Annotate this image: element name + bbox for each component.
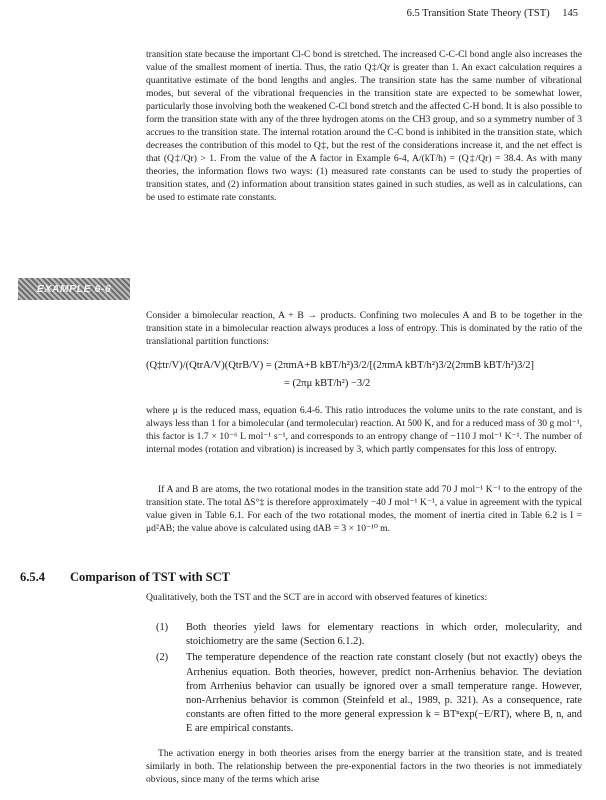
section-intro: Qualitatively, both the TST and the SCT are in accord with observed features of kinetics:	[146, 592, 488, 603]
list-item-text: The temperature dependence of the reaction rate constant closely (but not exactly) obeys the Arrhenius equation. Both theories, however, predict non-Arrhenius behavior. The deviation from Arrhenius behavior can usually be ignored over a small temperature range. However, non-Arrhenius behavior is common (Steinfeld et al., 1989, p. 321). As a consequence, rate constants are often fitted to the more general expression k = BTⁿexp(−E/RT), where B, n, and E are empirical constants.	[186, 652, 582, 735]
example-paragraph-1: where μ is the reduced mass, equation 6.4-6. This ratio introduces the volume units to the rate constant, and is always less than 1 for a bimolecular (and termolecular) reaction. At 500 K, and for a reduced mass of 30 g mol⁻¹, this factor is 1.7 × 10⁻⁶ L mol⁻¹ s⁻¹, and corresponds to an entropy change of −110 J mol⁻¹ K⁻¹. The number of internal modes (rotation and vibration) is increased by 3, which partly compensates for this loss of entropy.	[146, 405, 582, 455]
equation-line-1: (Q‡tr/V)/(QtrA/V)(QtrB/V) = (2πmA+B kBT/h²)3/2/[(2πmA kBT/h²)3/2(2πmB kBT/h²)3/2]	[146, 360, 535, 371]
page-number: 145	[562, 8, 578, 19]
list-item-text: Both theories yield laws for elementary reactions in which order, molecularity, and stoichiometry are the same (Section 6.1.2).	[186, 622, 582, 648]
equation-line-2: = (2πμ kBT/h²) −3/2	[284, 378, 371, 389]
section-title: Comparison of TST with SCT	[70, 570, 230, 584]
closing-paragraph: The activation energy in both theories arises from the energy barrier at the transition state, and is treated similarly in both. The relationship between the pre-exponential factors in the two theories is not immediately obvious, since many of the terms which arise	[146, 748, 582, 785]
list-item-number: (2)	[156, 652, 169, 664]
list-item	[146, 651, 582, 736]
comparison-list	[146, 621, 582, 739]
section-number: 6.5.4	[20, 570, 45, 584]
example-paragraph-2: If A and B are atoms, the two rotational modes in the transition state add 70 J mol⁻¹ K⁻¹ to the entropy of the transition state. The total ΔS°‡ is therefore approximately −40 J mol⁻¹ K⁻¹, a value in agreement with the typical value given in Table 6.1. For each of the two rotational modes, the moment of inertia cited in Table 6.2 is I = μd²AB; the value above is calculated using dAB = 3 × 10⁻¹⁰ m.	[146, 484, 582, 534]
example-badge: EXAMPLE 6-6	[18, 278, 130, 300]
example-text: Consider a bimolecular reaction, A + B → products. Confining two molecules A and B to be together in the transition state in a bimolecular reaction always produces a loss of entropy. This is dominated by the ratio of the translational partition functions:	[146, 310, 582, 347]
intro-paragraph: transition state because the important Cl-C bond is stretched. The increased C-C-Cl bond angle also increases the value of the smallest moment of inertia. Thus, the ratio Q‡/Qr is greater than 1. An exact calculation requires a quantitative estimate of the bond lengths and angles. The transition state has the same number of vibrational modes, but several of the vibrational frequencies in the transition state are expected to be somewhat lower, particularly those involving both the weakened C-Cl bond stretch and the affected C-H bond. It is also possible to form the transition state with any of the three hydrogen atoms on the CH3 group, and so a symmetry number of 3 accrues to the transition state. The internal rotation around the C-C bond is inhibited in the transition state, which decreases the contribution of this model to Q‡, but the rest of the considerations increase it, and the net effect is that (Q‡/Qr) > 1. From the value of the A factor in Example 6-4, A/(kT/h) = (Q‡/Qr) = 38.4. As with many theories, the information flows two ways: (1) measured rate constants can be used to study the properties of transition states, and (2) information about transition states gained in such studies, as well as in calculations, can be used to estimate rate constants.	[146, 49, 582, 203]
list-item	[146, 621, 582, 649]
running-head-section: 6.5 Transition State Theory (TST)	[406, 8, 550, 19]
list-item-number: (1)	[156, 622, 169, 633]
running-head	[397, 8, 578, 19]
